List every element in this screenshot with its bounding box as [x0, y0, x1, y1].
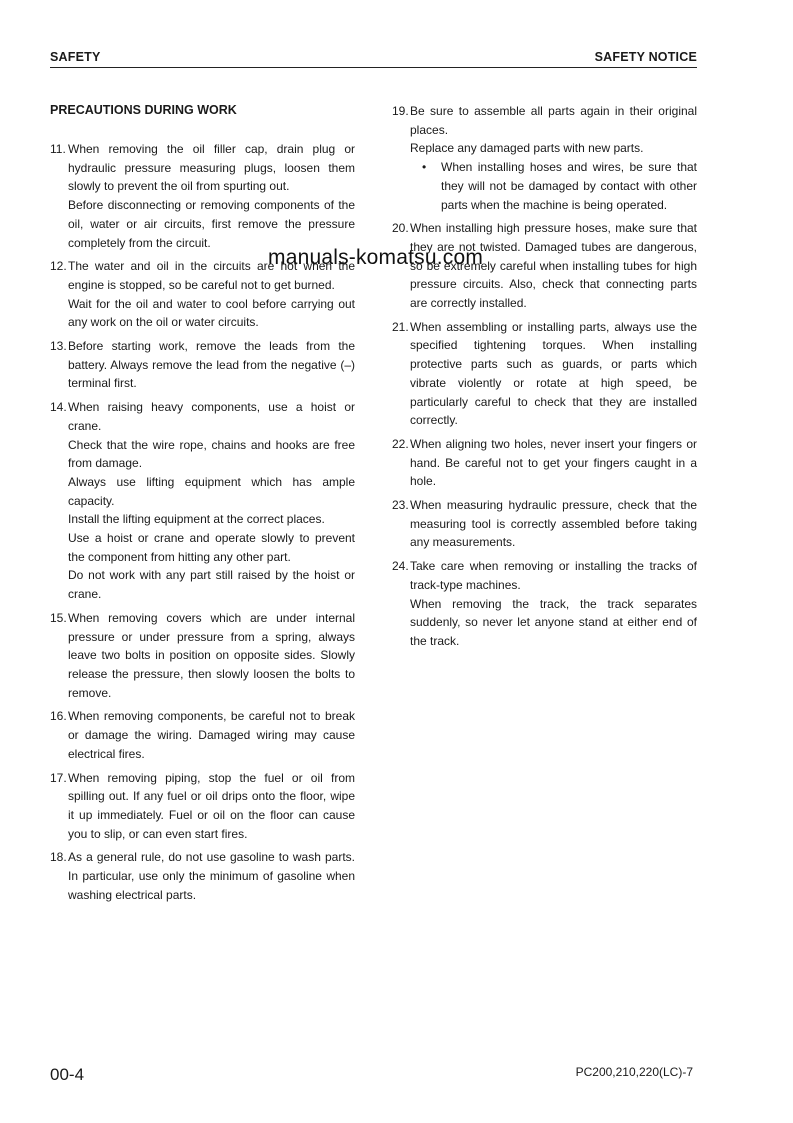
item-number: 11.: [50, 142, 66, 156]
list-item: [50, 140, 355, 252]
item-paragraph: When measuring hydraulic pressure, check that the measuring tool is correctly assembled before taking any measurements.: [410, 498, 697, 550]
list-item: [392, 435, 697, 491]
item-number: 18.: [50, 850, 67, 865]
item-number: 21.: [392, 319, 409, 334]
item-paragraph: When removing the track, the track separates suddenly, so never let anyone stand at either end of the track.: [410, 596, 697, 648]
item-number: 19.: [392, 104, 409, 118]
item-paragraph: When raising heavy components, use a hoist or crane.: [68, 400, 355, 433]
item-number: 14.: [50, 400, 67, 415]
page-number: 00-4: [50, 1065, 85, 1084]
item-paragraph: When removing covers which are under internal pressure or under pressure from a spring, always leave two bolts in position on opposite sides. Slowly release the pressure, then slowly loosen the bolts to remove.: [68, 610, 355, 700]
item-number: 22.: [392, 436, 409, 451]
item-paragraph: Wait for the oil and water to cool before carrying out any work on the oil or water circuits.: [68, 296, 355, 330]
list-item: [50, 398, 355, 604]
item-paragraph: Do not work with any part still raised by the hoist or crane.: [68, 568, 355, 602]
right-column: [392, 102, 697, 656]
item-paragraph: When removing piping, stop the fuel or oil from spilling out. If any fuel or oil drips onto the floor, wipe it up immediately. Fuel or oil on the floor can cause you to slip, or can even start fires.: [68, 770, 355, 841]
list-item: [392, 318, 697, 430]
watermark-text: manuals-komatsu.com: [268, 246, 484, 269]
item-paragraph: As a general rule, do not use gasoline to wash parts. In particular, use only the minimum of gasoline when washing electrical parts.: [68, 850, 355, 902]
bullet-item: [420, 158, 697, 214]
item-paragraph: Install the lifting equipment at the correct places.: [68, 512, 325, 527]
item-paragraph: Take care when removing or installing the tracks of track-type machines.: [410, 559, 697, 592]
list-item: [50, 769, 355, 844]
item-number: 20.: [392, 221, 409, 236]
item-paragraph: When assembling or installing parts, always use the specified tightening torques. When installing protective parts such as guards, or parts which vibrate violently or rotate at high speed, be particularly careful to check that they are installed correctly.: [410, 319, 697, 428]
header-rule: [50, 67, 697, 68]
item-number: 13.: [50, 339, 67, 354]
bullet-text: When installing hoses and wires, be sure that they will not be damaged by contact with other parts when the machine is being operated.: [441, 160, 697, 212]
item-paragraph: Check that the wire rope, chains and hooks are free from damage.: [68, 437, 355, 471]
item-number: 17.: [50, 770, 67, 785]
header-section-label: SAFETY: [50, 50, 101, 64]
item-number: 15.: [50, 610, 67, 625]
model-designation: PC200,210,220(LC)-7: [575, 1065, 693, 1079]
list-item: [50, 609, 355, 703]
item-number: 23.: [392, 498, 409, 513]
section-title: PRECAUTIONS DURING WORK: [50, 103, 237, 117]
item-number: 16.: [50, 709, 67, 724]
item-paragraph: Use a hoist or crane and operate slowly to prevent the component from hitting any other part.: [68, 531, 355, 564]
item-paragraph: Be sure to assemble all parts again in their original places.: [410, 104, 697, 137]
list-item: [392, 557, 697, 651]
list-item: [50, 337, 355, 393]
item-paragraph: When removing the oil filler cap, drain plug or hydraulic pressure measuring plugs, loosen them slowly to prevent the oil from spurting out.: [68, 142, 355, 194]
item-number: 12.: [50, 259, 67, 274]
header-chapter-label: SAFETY NOTICE: [594, 50, 697, 64]
bullet-icon: •: [422, 160, 427, 175]
item-paragraph: Replace any damaged parts with new parts.: [410, 141, 644, 156]
item-number: 24.: [392, 559, 409, 574]
item-paragraph: When installing high pressure hoses, make sure that they are not twisted. Damaged tubes are dangerous, so be extremely careful when installing tubes for high pressure circuits. Also, check that connecting parts are correctly installed.: [410, 221, 697, 311]
list-item: [392, 496, 697, 552]
list-item: [50, 848, 355, 904]
item-paragraph: When aligning two holes, never insert your fingers or hand. Be careful not to get your fingers caught in a hole.: [410, 436, 697, 489]
list-item: [50, 707, 355, 763]
item-paragraph: Before disconnecting or removing components of the oil, water or air circuits, first remove the pressure completely from the circuit.: [68, 198, 355, 250]
item-paragraph: Always use lifting equipment which has ample capacity.: [68, 474, 355, 508]
item-paragraph: The water and oil in the circuits are hot when the engine is stopped, so be careful not to get burned.: [68, 259, 355, 292]
list-item: [392, 102, 697, 214]
item-paragraph: When removing components, be careful not to break or damage the wiring. Damaged wiring may cause electrical fires.: [68, 709, 355, 761]
item-paragraph: Before starting work, remove the leads from the battery. Always remove the lead from the negative (–) terminal first.: [68, 339, 355, 391]
